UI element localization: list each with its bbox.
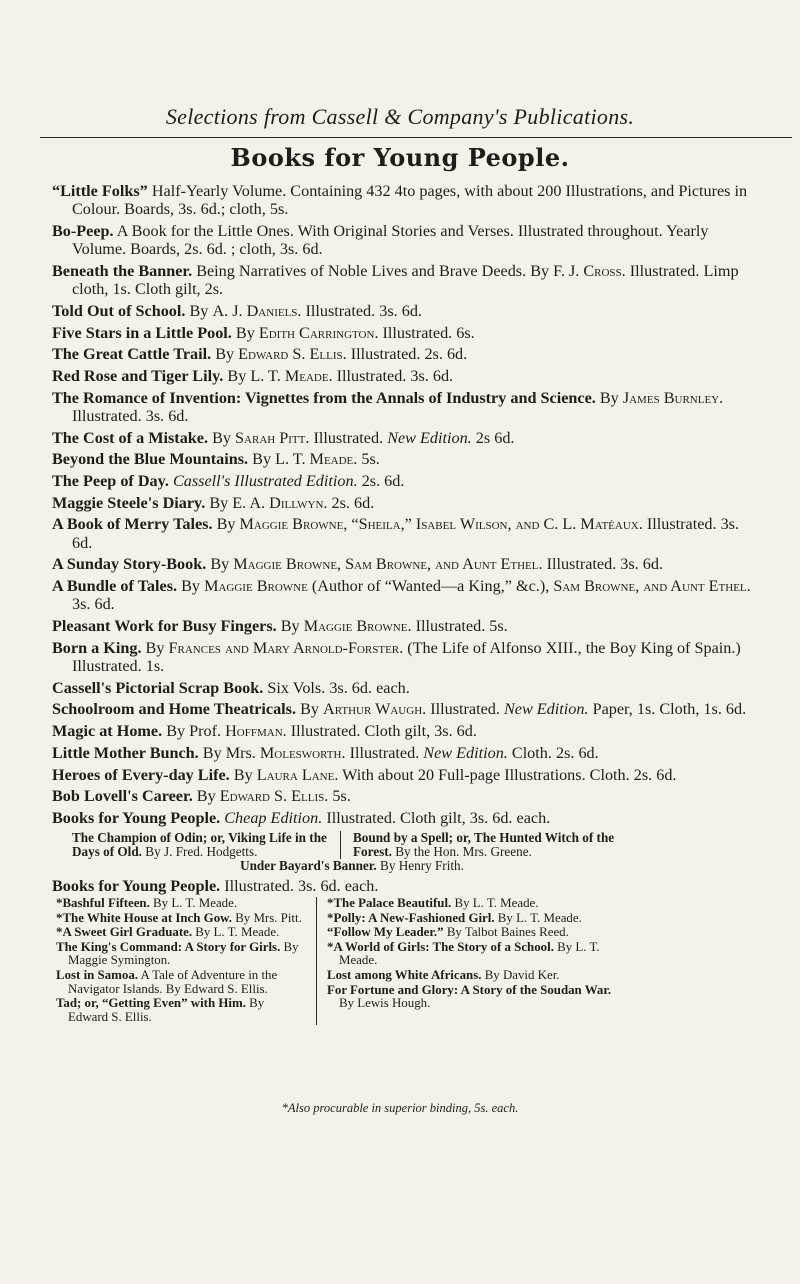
book-title: The Cost of a Mistake. — [52, 428, 209, 447]
book-title: Under Bayard's Banner. — [240, 857, 377, 873]
book-title: Maggie Steele's Diary. — [52, 493, 206, 512]
book-author: Edith Carrington — [258, 323, 375, 342]
book-title: Cassell's Pictorial Scrap Book. — [52, 678, 264, 697]
series-book — [327, 897, 629, 911]
book-details: By — [205, 493, 233, 512]
catalogue-entry — [52, 389, 752, 426]
series-book — [327, 984, 629, 1011]
book-details: By — [212, 515, 240, 534]
book-details: By the Hon. Mrs. Greene. — [391, 843, 532, 859]
book-title: A Bundle of Tales. — [52, 577, 178, 596]
series-book — [327, 941, 629, 968]
book-title: Heroes of Every-day Life. — [52, 765, 230, 784]
catalogue-entry — [52, 262, 752, 299]
catalogue-entry — [52, 577, 752, 614]
edition-label: Cassell's Illustrated Edition. — [172, 472, 358, 491]
catalogue-entry — [52, 809, 752, 827]
book-title: For Fortune and Glory: A Story of the Soudan War. — [327, 982, 612, 997]
book-details: . 3s. 6d. — [72, 577, 751, 614]
book-details: . Illustrated. Cloth gilt, 3s. 6d. — [282, 722, 477, 741]
book-author: James Burnley — [622, 388, 720, 407]
book-title: *Polly: A New-Fashioned Girl. — [327, 910, 495, 925]
edition-label: New Edition. — [503, 700, 589, 719]
series-title: Books for Young People. — [52, 876, 221, 895]
catalogue-entry — [52, 494, 752, 512]
book-details: . Illustrated. 2s. 6d. — [342, 345, 468, 364]
catalogue-entry — [52, 639, 752, 676]
catalogue-entry — [52, 555, 752, 573]
book-title: The Romance of Invention: Vignettes from the Annals of Industry and Science. — [52, 388, 596, 407]
book-details: Paper, 1s. Cloth, 1s. 6d. — [588, 700, 747, 719]
book-details: By — [248, 450, 276, 469]
book-details: By L. T. Meade. — [192, 925, 280, 940]
catalogue-entry — [52, 617, 752, 635]
footnote: *Also procurable in superior binding, 5s. each. — [281, 1101, 519, 1115]
book-title: Five Stars in a Little Pool. — [52, 323, 232, 342]
series-left-column — [52, 897, 317, 1025]
edition-label: New Edition. — [387, 428, 472, 447]
book-details: By — [296, 700, 324, 719]
book-title: *A World of Girls: The Story of a School. — [327, 939, 554, 954]
catalogue-entry — [52, 324, 752, 342]
book-title: Born a King. — [52, 638, 142, 657]
book-author: A. J. Daniels — [212, 301, 298, 320]
book-details: . Illustrated. — [305, 428, 388, 447]
catalogue-entry — [52, 302, 752, 320]
cheap-edition-list — [52, 831, 752, 859]
book-details: By Talbot Baines Reed. — [443, 925, 569, 940]
book-author: L. T. Meade — [250, 367, 329, 386]
book-title: Magic at Home. — [52, 722, 163, 741]
book-details: By Mrs. Pitt. — [231, 910, 302, 925]
book-details: . Illustrated. 5s. — [407, 617, 508, 636]
book-details: By — [223, 367, 251, 386]
book-details: A Tale of Adventure in the Navigator Islands. By Edward S. Ellis. — [68, 967, 278, 996]
book-author: Sam Browne, and Aunt Ethel — [553, 577, 747, 596]
book-details: By Edward S. Ellis. — [68, 996, 265, 1024]
book-details: . Illustrated. 6s. — [374, 323, 475, 342]
book-details: Cloth. 2s. 6d. — [507, 743, 599, 762]
series-book — [327, 926, 629, 940]
book-details: By J. Fred. Hodgetts. — [141, 843, 258, 859]
catalogue-entry — [52, 182, 752, 219]
book-details: By L. T. Meade. — [451, 895, 539, 910]
book-details: By — [192, 787, 220, 806]
catalogue-entry — [52, 722, 752, 740]
book-title: The Peep of Day. — [52, 472, 169, 491]
book-details: By — [276, 617, 304, 636]
book-details: . Illustrated. 3s. 6d. — [72, 515, 740, 552]
book-details: . Illustrated. — [341, 743, 424, 762]
book-author: Molesworth — [259, 743, 342, 762]
book-details: . Illustrated. Limp cloth, 1s. Cloth gilt, 2s. — [72, 261, 739, 299]
book-title: Beyond the Blue Mountains. — [52, 450, 249, 469]
section-heading: Books for Young People. — [230, 143, 570, 172]
cheap-edition-right — [341, 831, 661, 859]
book-title: *Bashful Fifteen. — [56, 895, 150, 910]
book-details: By — [185, 301, 213, 320]
catalogue-entry — [52, 345, 752, 363]
book-details: By — [229, 765, 257, 784]
book-title: The Great Cattle Trail. — [52, 345, 212, 364]
edition-label: Cheap Edition. — [224, 808, 323, 827]
book-details: By L. T. Meade. — [494, 910, 582, 925]
book-title: Told Out of School. — [52, 301, 186, 320]
book-title: Lost among White Africans. — [327, 967, 482, 982]
catalogue-entry — [52, 744, 752, 762]
book-details: 2s. 6d. — [357, 472, 405, 491]
catalogue-entry — [52, 766, 752, 784]
catalogue-entry — [52, 222, 752, 259]
book-title: “Little Folks” — [52, 182, 148, 200]
catalogue-entry — [52, 429, 752, 447]
cheap-edition-left — [52, 831, 341, 859]
book-details: By — [177, 577, 205, 596]
book-details: By Maggie Symington. — [68, 939, 299, 968]
book-details: By — [208, 428, 236, 447]
book-title: The Champion of Odin; or, Viking Life in the Days of Old. — [72, 829, 327, 859]
book-details: By Henry Frith. — [376, 857, 464, 873]
book-title: Schoolroom and Home Theatricals. — [52, 700, 297, 719]
book-details: (Author of “Wanted—a King,” &c.), — [307, 577, 554, 596]
book-author: E. A. Dillwyn — [232, 493, 324, 512]
book-details: . With about 20 Full-page Illustrations. Cloth. 2s. 6d. — [334, 765, 677, 784]
book-title: Lost in Samoa. — [56, 967, 139, 982]
book-author: Laura Lane — [256, 765, 335, 784]
book-details: By Lewis Hough. — [339, 996, 431, 1011]
cheap-edition-bottom — [52, 859, 652, 873]
book-details: By — [141, 638, 169, 657]
book-details: A Book for the Little Ones. With Original Stories and Verses. Illustrated throughout. Yearly Volume. Boards, 2s. 6d. ; cloth, 3s. 6d. — [72, 221, 709, 259]
book-details: By L. T. Meade. — [339, 939, 600, 968]
book-details: By Mrs. — [198, 743, 260, 762]
book-details: By David Ker. — [481, 967, 560, 982]
book-details: . Illustrated. 3s. 6d. — [297, 301, 422, 320]
book-author: L. T. Meade — [275, 450, 354, 469]
book-title: Bob Lovell's Career. — [52, 787, 193, 806]
book-author: Maggie Browne, “Sheila,” Isabel Wilson, and C. L. Matéaux — [239, 515, 639, 534]
catalogue-entry — [52, 450, 752, 468]
book-title: *The Palace Beautiful. — [327, 895, 452, 910]
book-author: Maggie Browne — [204, 577, 308, 596]
catalogue-entries — [52, 182, 752, 1025]
series-columns — [52, 897, 752, 1025]
book-details: Half-Yearly Volume. Containing 432 4to pages, with about 200 Illustrations, and Pictures in Colour. Boards, 3s. 6d.; cloth, 5s. — [72, 182, 748, 219]
series-details: Illustrated. 3s. 6d. each. — [220, 876, 379, 895]
series-book — [56, 997, 306, 1024]
book-details: By Prof. — [162, 722, 226, 741]
book-title: Bo-Peep. — [52, 221, 114, 240]
book-title: Tad; or, “Getting Even” with Him. — [56, 996, 246, 1011]
book-title: Red Rose and Tiger Lily. — [52, 367, 224, 386]
book-title: Little Mother Bunch. — [52, 743, 199, 762]
book-author: Arthur Waugh — [323, 700, 423, 719]
header-rule — [40, 137, 792, 138]
book-details: Illustrated. Cloth gilt, 3s. 6d. each. — [322, 808, 551, 827]
edition-label: New Edition. — [423, 743, 508, 762]
series-heading — [52, 877, 752, 895]
book-details: By L. T. Meade. — [149, 895, 238, 910]
series-book — [56, 926, 306, 940]
book-details: . 5s. — [324, 787, 351, 806]
book-author: Maggie Browne, Sam Browne, and Aunt Ethel — [233, 555, 539, 574]
catalogue-entry — [52, 700, 752, 718]
book-details: . Illustrated. 3s. 6d. — [328, 367, 454, 386]
book-author: F. J. Cross — [553, 261, 622, 280]
book-title: “Follow My Leader.” — [327, 925, 444, 940]
book-author: Sarah Pitt — [235, 428, 306, 447]
series-right-column — [317, 897, 629, 1025]
book-author: Maggie Browne — [303, 617, 408, 636]
book-details: By — [231, 323, 259, 342]
book-details: . Illustrated. 3s. 6d. — [72, 388, 724, 425]
book-details: . Illustrated. 3s. 6d. — [538, 555, 664, 574]
series-book — [327, 912, 629, 926]
catalogue-entry — [52, 367, 752, 385]
book-details: . Illustrated. — [422, 700, 504, 719]
book-title: Beneath the Banner. — [52, 261, 193, 280]
book-details: 2s 6d. — [471, 428, 515, 447]
book-title: *The White House at Inch Gow. — [56, 910, 232, 925]
book-author: Frances and Mary Arnold-Forster — [168, 638, 400, 657]
book-author: Hoffman — [225, 722, 283, 741]
book-title: Books for Young People. — [52, 808, 221, 827]
catalogue-entry — [52, 787, 752, 805]
book-title: Pleasant Work for Busy Fingers. — [52, 617, 277, 636]
catalogue-entry — [52, 515, 752, 552]
book-author: Edward S. Ellis — [238, 345, 343, 364]
book-details: . 2s. 6d. — [323, 493, 375, 512]
book-title: A Sunday Story-Book. — [52, 555, 207, 574]
series-book — [327, 969, 629, 983]
book-title: A Book of Merry Tales. — [52, 515, 213, 534]
book-author: Edward S. Ellis — [219, 787, 325, 806]
book-details: By — [595, 388, 623, 407]
book-title: *A Sweet Girl Graduate. — [56, 925, 193, 940]
book-title: The King's Command: A Story for Girls. — [56, 939, 281, 954]
book-details: . (The Life of Alfonso XIII., the Boy King of Spain.) Illustrated. 1s. — [72, 638, 741, 676]
catalogue-entry — [52, 472, 752, 490]
book-details: . 5s. — [353, 450, 380, 469]
catalogue-entry — [52, 679, 752, 697]
book-details: By — [211, 345, 239, 364]
series-book — [56, 969, 306, 996]
series-book — [56, 912, 306, 926]
series-book — [56, 941, 306, 968]
book-details: Six Vols. 3s. 6d. each. — [263, 678, 410, 697]
book-title: Bound by a Spell; or, The Hunted Witch of the Forest. — [353, 829, 615, 859]
running-head: Selections from Cassell & Company's Publications. — [165, 104, 635, 129]
series-book — [56, 897, 306, 911]
entry-list — [52, 182, 752, 827]
book-details: By — [206, 555, 234, 574]
book-details: Being Narratives of Noble Lives and Brave Deeds. By — [192, 261, 554, 280]
